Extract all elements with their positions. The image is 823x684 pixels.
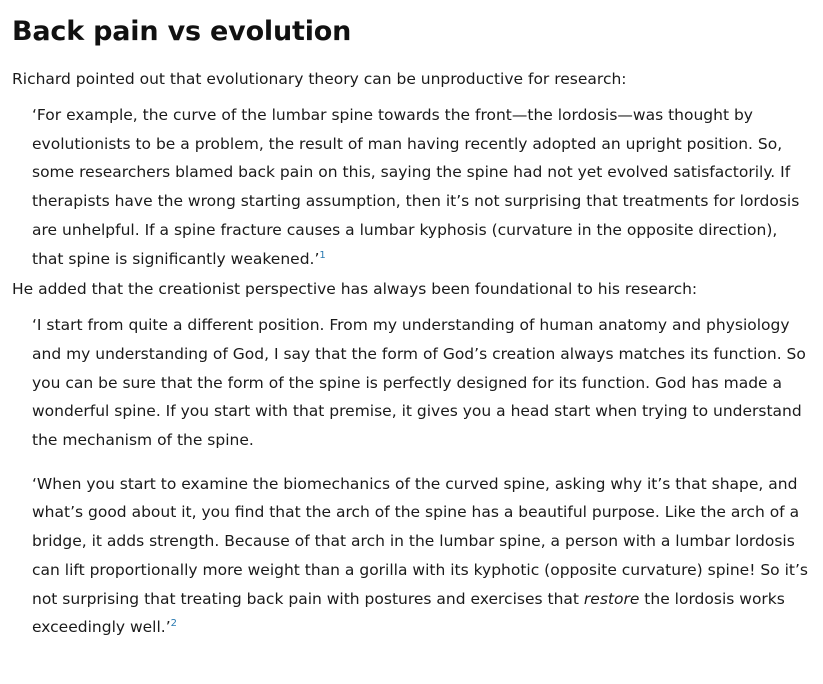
intro-paragraph-1: Richard pointed out that evolutionary theory can be unproductive for research: [12, 70, 627, 88]
quote-3-text-before: ‘When you start to examine the biomechanics of the curved spine, asking why it’s that shape, and what’s good about it, you find that the arch of the spine has a beautiful purpose. Like the arch of a bridge, it adds strength. Because of that arch in the lumbar spine, a person with a lumbar lordosis can lift proportionally more weight than a gorilla with its kyphotic (opposite curvature) spine! So it’s not surprising that treating back pain with postures and exercises that [32, 474, 808, 608]
intro-paragraph-2: He added that the creationist perspective has always been foundational to his research: [12, 280, 698, 299]
quote-1-text: ‘For example, the curve of the lumbar spine towards the front—the lordosis—was thought by evolutionists to be a problem, the result of man having recently adopted an upright position. So, some researchers blamed back pain on this, saying the spine had not yet evolved satisfactorily. If therapists have the wrong starting assumption, then it’s not surprising that treatments for lordosis are unhelpful. If a spine fracture causes a lumbar kyphosis (curvature in the opposite direction), that spine is significantly weakened.’ [32, 106, 800, 268]
quote-block-1 [12, 101, 811, 273]
footnote-link-1[interactable]: 1 [319, 249, 326, 261]
quote-3-text-after: the lordosis works exceedingly well.’ [32, 589, 785, 637]
quote-paragraph-3 [32, 470, 811, 642]
footnote-ref-2 [171, 618, 177, 629]
quote-block-3 [12, 470, 811, 642]
quote-3-emphasis: restore [583, 589, 640, 608]
quote-block-2 [12, 311, 811, 455]
footnote-ref-1 [319, 249, 325, 260]
quote-paragraph-1 [32, 101, 811, 273]
footnote-link-2[interactable]: 2 [170, 618, 178, 630]
quote-paragraph-2: ‘I start from quite a different position. From my understanding of human anatomy and physiology and my understanding of God, I say that the form of God’s creation always matches its function. So you can be sure that the form of the spine is perfectly designed for its function. God has made a wonderful spine. If you start with that premise, it gives you a head start when trying to understand the mechanism of the spine. [32, 316, 806, 450]
article-heading: Back pain vs evolution [12, 16, 352, 47]
